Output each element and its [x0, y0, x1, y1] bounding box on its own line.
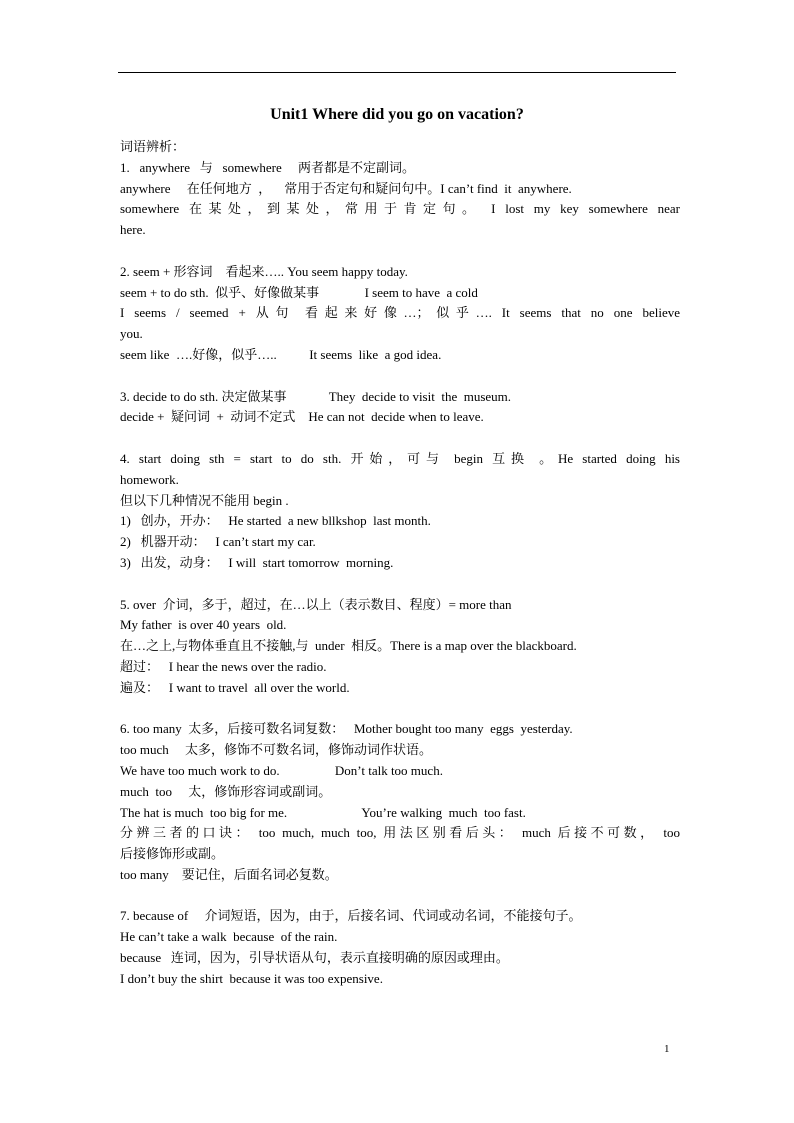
- blank-line: [120, 699, 680, 720]
- text-line: 3. decide to do sth. 决定做某事 They decide to visit the museum.: [120, 388, 512, 404]
- text-line: 在…之上,与物体垂直且不接触,与 under 相反。There is a map over the blackboard.: [120, 638, 577, 654]
- blank-line: [120, 428, 680, 449]
- text-line: 2. seem + 形容词 看起来….. You seem happy today.: [120, 263, 408, 279]
- header-rule: [118, 72, 676, 73]
- text-line: 分辨三者的口诀： too much, much too, 用法区别看后头： much 后接不可数， too: [120, 825, 680, 841]
- text-line: here.: [120, 222, 146, 238]
- blank-line: [120, 366, 680, 387]
- text-line: decide + 疑问词 + 动词不定式 He can not decide when to leave.: [120, 409, 484, 425]
- page-number: 1: [664, 1043, 670, 1055]
- blank-line: [120, 241, 680, 262]
- text-line: 6. too many 太多，后接可数名词复数： Mother bought too many eggs yesterday.: [120, 721, 573, 737]
- blank-line: [120, 886, 680, 907]
- text-line: 1) 创办，开办： He started a new bllkshop last month.: [120, 513, 431, 529]
- document-body: [120, 137, 680, 990]
- text-line: homework.: [120, 471, 179, 487]
- text-line: 词语辨析：: [120, 139, 186, 154]
- text-line: anywhere 在任何地方 ， 常用于否定句和疑问句中。I can’t find it anywhere.: [120, 180, 572, 196]
- text-line: because 连词，因为，引导状语从句，表示直接明确的原因或理由。: [120, 950, 509, 966]
- text-line: The hat is much too big for me. You’re walking much too fast.: [120, 804, 526, 820]
- text-line: I don’t buy the shirt because it was too expensive.: [120, 970, 383, 986]
- text-line: 超过： I hear the news over the radio.: [120, 658, 327, 674]
- text-line: you.: [120, 326, 143, 342]
- text-line: 2) 机器开动： I can’t start my car.: [120, 534, 316, 550]
- text-line: much too 太，修饰形容词或副词。: [120, 783, 332, 799]
- text-line: 1. anywhere 与 somewhere 两者都是不定副词。: [120, 159, 415, 175]
- blank-line: [120, 574, 680, 595]
- text-line: 7. because of 介词短语，因为，由于，后接名词、代词或动名词，不能接句子。: [120, 908, 582, 924]
- text-line: 遍及： I want to travel all over the world.: [120, 679, 350, 695]
- text-line: I seems / seemed + 从句 看起来好像…；似乎…. It seems that no one believe: [120, 305, 680, 321]
- text-line: too many 要记住，后面名词必复数。: [120, 866, 338, 882]
- text-line: seem + to do sth. 似乎、好像做某事 I seem to have a cold: [120, 284, 478, 300]
- text-line: too much 太多，修饰不可数名词，修饰动词作状语。: [120, 742, 432, 758]
- text-line: seem like ….好像，似乎….. It seems like a god idea.: [120, 346, 442, 362]
- text-line: 5. over 介词，多于，超过，在…以上（表示数目、程度）= more than: [120, 596, 512, 612]
- text-line: 4. start doing sth = start to do sth. 开始，可与 begin 互换 。He started doing his: [120, 450, 680, 466]
- text-line: 后接修饰形或副。: [120, 846, 225, 862]
- document-title: Unit1 Where did you go on vacation?: [270, 106, 524, 123]
- text-line: We have too much work to do. Don’t talk too much.: [120, 762, 443, 778]
- text-line: My father is over 40 years old.: [120, 617, 287, 633]
- text-line: 3) 出发，动身： I will start tomorrow morning.: [120, 554, 394, 570]
- text-line: somewhere 在某处，到某处，常用于肯定句。 I lost my key somewhere near: [120, 201, 680, 217]
- text-line: He can’t take a walk because of the rain.: [120, 929, 338, 945]
- text-line: 但以下几种情况不能用 begin .: [120, 492, 289, 508]
